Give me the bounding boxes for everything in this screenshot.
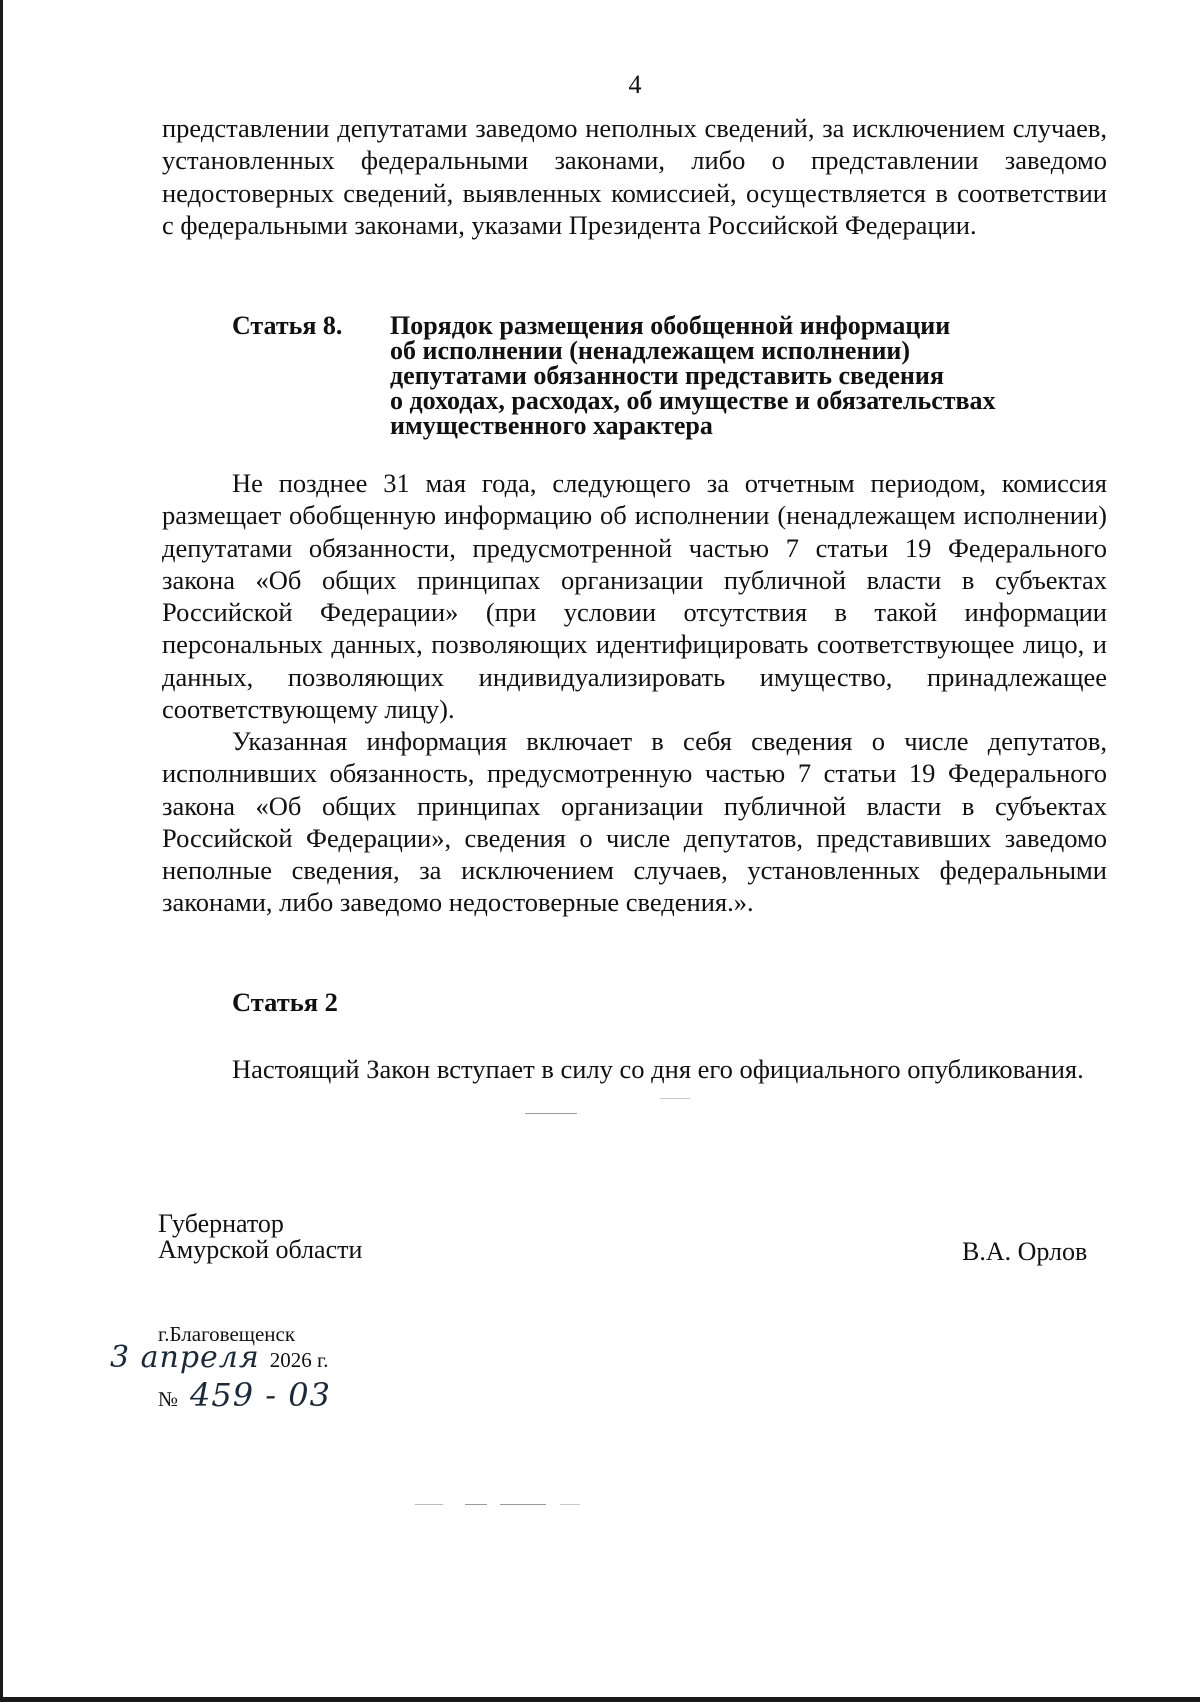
article-8-title-line: депутатами обязанности представить сведения — [390, 361, 944, 390]
article-8-label: Статья 8. — [232, 311, 343, 340]
law-number — [158, 1376, 331, 1414]
article-8-title-line: о доходах, расходах, об имуществе и обязательствах — [390, 386, 996, 415]
handwritten-number: 459 - 03 — [190, 1376, 331, 1414]
scan-speck — [560, 1504, 580, 1505]
article-8-paragraph-1: Не позднее 31 мая года, следующего за отчетным периодом, комиссия размещает обобщенную информацию об исполнении (ненадлежащем исполнении) депутатами обязанности, предусмотренной частью 7 статьи 19 Федерального закона «Об общих принципах организации публичной власти в субъектах Российской Федерации» (при условии отсутствия в такой информации персональных данных, позволяющих идентифицировать соответствующее лицо, и данных, позволяющих индивидуализировать имущество, принадлежащее соответствующему лицу). — [162, 468, 1107, 725]
date-year: 2026 г. — [269, 1348, 329, 1372]
signer-name: В.А. Орлов — [962, 1237, 1088, 1266]
continuation-paragraph: представлении депутатами заведомо неполных сведений, за исключением случаев, установленных федеральными законами, либо о представлении заведомо недостоверных сведений, выявленных комиссией, осуществляется в соответствии с федеральными законами, указами Президента Российской Федерации. — [162, 113, 1107, 240]
article-8-title-line: об исполнении (ненадлежащем исполнении) — [390, 336, 911, 365]
scan-edge-left — [0, 0, 3, 1702]
signer-position-line: Губернатор — [158, 1209, 284, 1238]
scan-speck — [415, 1504, 443, 1505]
article-8-title-line: Порядок размещения обобщенной информации — [390, 311, 951, 340]
article-2-text: Настоящий Закон вступает в силу со дня его официального опубликования. — [232, 1054, 1084, 1084]
scan-speck — [465, 1504, 487, 1505]
signing-date — [110, 1340, 329, 1380]
article-8-title-line: имущественного характера — [390, 411, 713, 440]
scan-speck — [660, 1098, 690, 1099]
page-number: 4 — [628, 70, 642, 99]
number-sign: № — [158, 1387, 179, 1411]
signer-position-line: Амурской области — [158, 1235, 363, 1264]
scan-speck — [500, 1504, 546, 1505]
scan-edge-bottom — [0, 1697, 1200, 1702]
signer-position — [158, 1211, 362, 1263]
handwritten-date: 3 апреля — [110, 1340, 260, 1375]
city-name: г.Благовещенск — [158, 1322, 296, 1346]
article-8-paragraph-2: Указанная информация включает в себя сведения о числе депутатов, исполнивших обязанность, предусмотренную частью 7 статьи 19 Федерального закона «Об общих принципах организации публичной власти в субъектах Российской Федерации», сведения о числе депутатов, представивших заведомо неполные сведения, за исключением случаев, установленных федеральными законами, либо заведомо недостоверные сведения.». — [162, 726, 1107, 918]
article-8-title — [390, 313, 1090, 438]
article-2-label: Статья 2 — [232, 987, 338, 1017]
scan-speck — [525, 1113, 577, 1114]
